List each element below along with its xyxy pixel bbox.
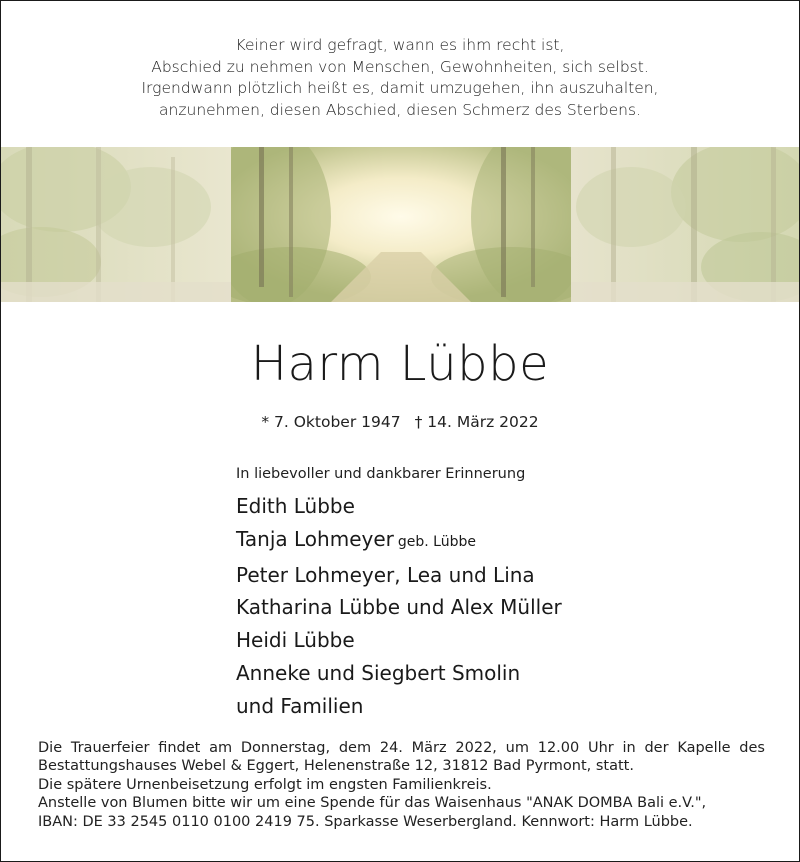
mourner-note: geb. Lübbe bbox=[397, 533, 476, 550]
mourner-entry bbox=[236, 657, 562, 690]
mourner-name: Peter Lohmeyer, Lea und Lina bbox=[236, 562, 535, 587]
funeral-notice bbox=[38, 739, 765, 831]
mourner-name: Katharina Lübbe und Alex Müller bbox=[236, 595, 562, 620]
life-dates bbox=[1, 413, 799, 431]
forest-right-panel bbox=[571, 147, 799, 302]
notice-line: Anstelle von Blumen bitte wir um eine Spende für das Waisenhaus "ANAK DOMBA Bali e.V.", bbox=[38, 795, 707, 812]
notice-line: Bestattungshauses Webel & Eggert, Helenenstraße 12, 31812 Bad Pyrmont, statt. bbox=[38, 758, 634, 775]
notice-line: IBAN: DE 33 2545 0110 0100 2419 75. Sparkasse Weserbergland. Kennwort: Harm Lübbe. bbox=[38, 813, 693, 830]
mourner-entry bbox=[236, 490, 562, 523]
mourners-list bbox=[236, 490, 562, 723]
notice-line: Die Trauerfeier findet am Donnerstag, dem 24. März 2022, um 12.00 Uhr in der Kapelle des bbox=[38, 740, 765, 756]
mourner-entry bbox=[236, 591, 562, 624]
death-date: 14. März 2022 bbox=[427, 413, 539, 431]
notice-line: Die spätere Urnenbeisetzung erfolgt im engsten Familienkreis. bbox=[38, 776, 492, 793]
mourner-name: Heidi Lübbe bbox=[236, 628, 355, 653]
deceased-name: Harm Lübbe bbox=[250, 336, 550, 392]
poem-line: Irgendwann plötzlich heißt es, damit umzugehen, ihn auszuhalten, bbox=[141, 79, 659, 97]
poem-line: Keiner wird gefragt, wann es ihm recht ist, bbox=[235, 36, 565, 54]
mourner-entry bbox=[236, 690, 562, 723]
poem-line: anzunehmen, diesen Abschied, diesen Schmerz des Sterbens. bbox=[159, 100, 641, 119]
forest-center-panel bbox=[231, 147, 571, 302]
forest-banner-image bbox=[1, 147, 799, 302]
forest-left-panel bbox=[1, 147, 231, 302]
cross-icon: † bbox=[414, 413, 423, 431]
mourner-entry bbox=[236, 624, 562, 657]
mourner-entry bbox=[236, 559, 562, 592]
poem-line: Abschied zu nehmen von Menschen, Gewohnheiten, sich selbst. bbox=[151, 57, 649, 76]
remembrance-line: In liebevoller und dankbarer Erinnerung bbox=[236, 466, 526, 482]
mourner-name: Anneke und Siegbert Smolin bbox=[236, 660, 521, 685]
poem bbox=[1, 35, 799, 121]
mourner-entry bbox=[236, 523, 562, 559]
birth-date: * 7. Oktober 1947 bbox=[261, 413, 401, 431]
mourner-name: Tanja Lohmeyer bbox=[236, 526, 394, 551]
mourner-name: und Familien bbox=[236, 693, 364, 718]
mourner-name: Edith Lübbe bbox=[236, 494, 355, 518]
